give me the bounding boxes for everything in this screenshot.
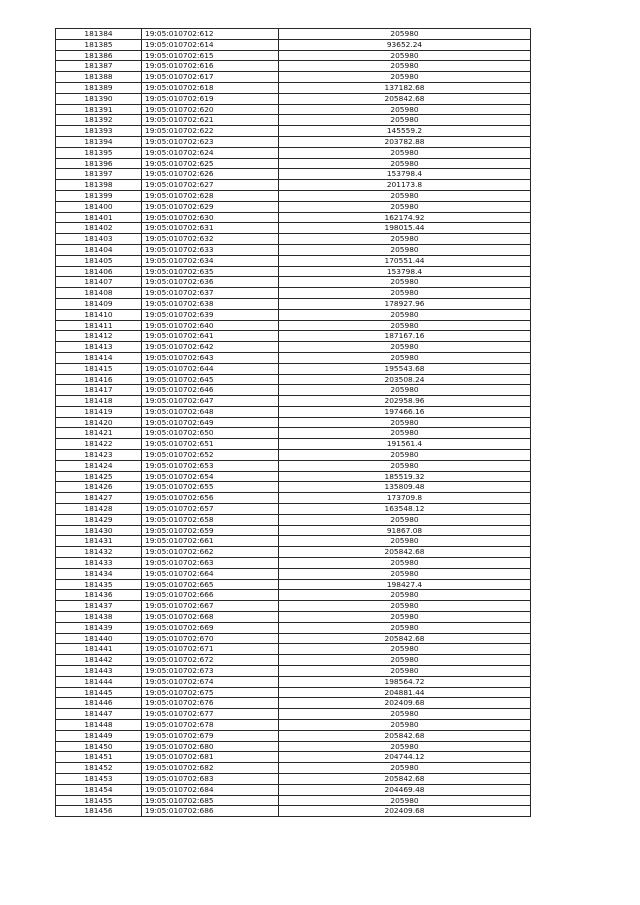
cadastral-number-cell: 19:05:010702:676 — [142, 698, 279, 709]
value-cell: 205980 — [279, 590, 531, 601]
table-row — [56, 50, 531, 61]
cadastral-number-cell: 19:05:010702:677 — [142, 709, 279, 720]
cadastral-number-cell: 19:05:010702:653 — [142, 460, 279, 471]
cadastral-number-cell: 19:05:010702:648 — [142, 406, 279, 417]
value-cell: 205980 — [279, 741, 531, 752]
row-number-cell: 181441 — [56, 644, 142, 655]
table-row — [56, 644, 531, 655]
table-row — [56, 590, 531, 601]
value-cell: 205980 — [279, 428, 531, 439]
value-cell: 205980 — [279, 147, 531, 158]
cadastral-number-cell: 19:05:010702:662 — [142, 547, 279, 558]
table-row — [56, 169, 531, 180]
value-cell: 205980 — [279, 644, 531, 655]
row-number-cell: 181414 — [56, 352, 142, 363]
table-row — [56, 514, 531, 525]
table-row — [56, 104, 531, 115]
cadastral-number-cell: 19:05:010702:649 — [142, 417, 279, 428]
table-row — [56, 147, 531, 158]
cadastral-number-cell: 19:05:010702:640 — [142, 320, 279, 331]
row-number-cell: 181425 — [56, 471, 142, 482]
cadastral-number-cell: 19:05:010702:631 — [142, 223, 279, 234]
cadastral-number-cell: 19:05:010702:616 — [142, 61, 279, 72]
table-row — [56, 676, 531, 687]
row-number-cell: 181411 — [56, 320, 142, 331]
value-cell: 205980 — [279, 115, 531, 126]
cadastral-number-cell: 19:05:010702:685 — [142, 795, 279, 806]
row-number-cell: 181412 — [56, 331, 142, 342]
row-number-cell: 181405 — [56, 255, 142, 266]
value-cell: 204881.44 — [279, 687, 531, 698]
table-row — [56, 212, 531, 223]
cadastral-number-cell: 19:05:010702:673 — [142, 666, 279, 677]
row-number-cell: 181429 — [56, 514, 142, 525]
table-row — [56, 741, 531, 752]
table-row — [56, 687, 531, 698]
row-number-cell: 181400 — [56, 201, 142, 212]
row-number-cell: 181448 — [56, 720, 142, 731]
table-row — [56, 763, 531, 774]
row-number-cell: 181407 — [56, 277, 142, 288]
cadastral-number-cell: 19:05:010702:627 — [142, 180, 279, 191]
table-row — [56, 579, 531, 590]
value-cell: 205980 — [279, 709, 531, 720]
value-cell: 203508.24 — [279, 374, 531, 385]
cadastral-number-cell: 19:05:010702:641 — [142, 331, 279, 342]
value-cell: 205980 — [279, 612, 531, 623]
value-cell: 205980 — [279, 277, 531, 288]
table-row — [56, 482, 531, 493]
cadastral-number-cell: 19:05:010702:681 — [142, 752, 279, 763]
cadastral-number-cell: 19:05:010702:639 — [142, 309, 279, 320]
cadastral-number-cell: 19:05:010702:621 — [142, 115, 279, 126]
row-number-cell: 181415 — [56, 363, 142, 374]
row-number-cell: 181442 — [56, 655, 142, 666]
table-row — [56, 136, 531, 147]
value-cell: 205980 — [279, 158, 531, 169]
value-cell: 205980 — [279, 450, 531, 461]
row-number-cell: 181427 — [56, 493, 142, 504]
value-cell: 205980 — [279, 655, 531, 666]
row-number-cell: 181422 — [56, 439, 142, 450]
cadastral-number-cell: 19:05:010702:659 — [142, 525, 279, 536]
value-cell: 205980 — [279, 190, 531, 201]
row-number-cell: 181449 — [56, 730, 142, 741]
table-row — [56, 601, 531, 612]
value-cell: 205980 — [279, 29, 531, 40]
row-number-cell: 181385 — [56, 39, 142, 50]
table-row — [56, 709, 531, 720]
row-number-cell: 181451 — [56, 752, 142, 763]
row-number-cell: 181396 — [56, 158, 142, 169]
table-row — [56, 784, 531, 795]
cadastral-number-cell: 19:05:010702:666 — [142, 590, 279, 601]
value-cell: 170551.44 — [279, 255, 531, 266]
value-cell: 205980 — [279, 342, 531, 353]
value-cell: 198015.44 — [279, 223, 531, 234]
cadastral-number-cell: 19:05:010702:617 — [142, 72, 279, 83]
value-cell: 205980 — [279, 417, 531, 428]
cadastral-number-cell: 19:05:010702:670 — [142, 633, 279, 644]
cadastral-number-cell: 19:05:010702:675 — [142, 687, 279, 698]
row-number-cell: 181439 — [56, 622, 142, 633]
value-cell: 205980 — [279, 72, 531, 83]
value-cell: 205980 — [279, 666, 531, 677]
table-row — [56, 795, 531, 806]
cadastral-number-cell: 19:05:010702:622 — [142, 126, 279, 137]
row-number-cell: 181419 — [56, 406, 142, 417]
cadastral-number-cell: 19:05:010702:664 — [142, 568, 279, 579]
cadastral-number-cell: 19:05:010702:623 — [142, 136, 279, 147]
table-row — [56, 223, 531, 234]
table-row — [56, 504, 531, 515]
row-number-cell: 181447 — [56, 709, 142, 720]
row-number-cell: 181410 — [56, 309, 142, 320]
cadastral-number-cell: 19:05:010702:678 — [142, 720, 279, 731]
value-cell: 205980 — [279, 568, 531, 579]
value-cell: 205980 — [279, 234, 531, 245]
value-cell: 153798.4 — [279, 169, 531, 180]
row-number-cell: 181432 — [56, 547, 142, 558]
table-row — [56, 622, 531, 633]
value-cell: 173709.8 — [279, 493, 531, 504]
value-cell: 93652.24 — [279, 39, 531, 50]
row-number-cell: 181417 — [56, 385, 142, 396]
value-cell: 205980 — [279, 385, 531, 396]
table-row — [56, 730, 531, 741]
table-row — [56, 180, 531, 191]
value-cell: 205980 — [279, 61, 531, 72]
cadastral-number-cell: 19:05:010702:634 — [142, 255, 279, 266]
table-row — [56, 126, 531, 137]
table-row — [56, 417, 531, 428]
row-number-cell: 181431 — [56, 536, 142, 547]
value-cell: 205980 — [279, 720, 531, 731]
row-number-cell: 181394 — [56, 136, 142, 147]
row-number-cell: 181435 — [56, 579, 142, 590]
row-number-cell: 181391 — [56, 104, 142, 115]
value-cell: 205980 — [279, 558, 531, 569]
cadastral-number-cell: 19:05:010702:644 — [142, 363, 279, 374]
table-row — [56, 61, 531, 72]
cadastral-number-cell: 19:05:010702:683 — [142, 773, 279, 784]
table-row — [56, 244, 531, 255]
value-cell: 205980 — [279, 536, 531, 547]
table-row — [56, 773, 531, 784]
table-row — [56, 190, 531, 201]
cadastral-number-cell: 19:05:010702:612 — [142, 29, 279, 40]
table-row — [56, 439, 531, 450]
table-row — [56, 385, 531, 396]
row-number-cell: 181387 — [56, 61, 142, 72]
table-row — [56, 288, 531, 299]
table-row — [56, 612, 531, 623]
cadastral-number-cell: 19:05:010702:679 — [142, 730, 279, 741]
table-row — [56, 666, 531, 677]
table-row — [56, 633, 531, 644]
table-row — [56, 331, 531, 342]
value-cell: 205980 — [279, 104, 531, 115]
row-number-cell: 181438 — [56, 612, 142, 623]
row-number-cell: 181440 — [56, 633, 142, 644]
table-row — [56, 309, 531, 320]
table-row — [56, 277, 531, 288]
table-row — [56, 363, 531, 374]
cadastral-number-cell: 19:05:010702:620 — [142, 104, 279, 115]
row-number-cell: 181397 — [56, 169, 142, 180]
table-row — [56, 82, 531, 93]
value-cell: 205980 — [279, 201, 531, 212]
table-row — [56, 428, 531, 439]
cadastral-number-cell: 19:05:010702:665 — [142, 579, 279, 590]
cadastral-number-cell: 19:05:010702:674 — [142, 676, 279, 687]
cadastral-number-cell: 19:05:010702:645 — [142, 374, 279, 385]
cadastral-number-cell: 19:05:010702:615 — [142, 50, 279, 61]
value-cell: 91867.08 — [279, 525, 531, 536]
row-number-cell: 181418 — [56, 396, 142, 407]
value-cell: 205980 — [279, 288, 531, 299]
value-cell: 205980 — [279, 352, 531, 363]
row-number-cell: 181388 — [56, 72, 142, 83]
value-cell: 178927.96 — [279, 298, 531, 309]
table-row — [56, 493, 531, 504]
value-cell: 153798.4 — [279, 266, 531, 277]
value-cell: 205980 — [279, 244, 531, 255]
row-number-cell: 181436 — [56, 590, 142, 601]
row-number-cell: 181413 — [56, 342, 142, 353]
table-row — [56, 655, 531, 666]
data-table — [55, 28, 531, 817]
value-cell: 204469.48 — [279, 784, 531, 795]
cadastral-number-cell: 19:05:010702:686 — [142, 806, 279, 817]
cadastral-number-cell: 19:05:010702:642 — [142, 342, 279, 353]
value-cell: 191561.4 — [279, 439, 531, 450]
row-number-cell: 181404 — [56, 244, 142, 255]
table-row — [56, 158, 531, 169]
table-row — [56, 255, 531, 266]
table-row — [56, 525, 531, 536]
table-row — [56, 201, 531, 212]
table-row — [56, 536, 531, 547]
row-number-cell: 181453 — [56, 773, 142, 784]
cadastral-number-cell: 19:05:010702:624 — [142, 147, 279, 158]
cadastral-number-cell: 19:05:010702:652 — [142, 450, 279, 461]
row-number-cell: 181402 — [56, 223, 142, 234]
table-row — [56, 234, 531, 245]
value-cell: 205842.68 — [279, 547, 531, 558]
value-cell: 201173.8 — [279, 180, 531, 191]
value-cell: 205980 — [279, 795, 531, 806]
row-number-cell: 181390 — [56, 93, 142, 104]
table-row — [56, 806, 531, 817]
table-body — [56, 29, 531, 817]
row-number-cell: 181399 — [56, 190, 142, 201]
table-row — [56, 547, 531, 558]
cadastral-number-cell: 19:05:010702:658 — [142, 514, 279, 525]
table-row — [56, 406, 531, 417]
cadastral-number-cell: 19:05:010702:663 — [142, 558, 279, 569]
value-cell: 205842.68 — [279, 93, 531, 104]
row-number-cell: 181409 — [56, 298, 142, 309]
row-number-cell: 181398 — [56, 180, 142, 191]
row-number-cell: 181420 — [56, 417, 142, 428]
row-number-cell: 181393 — [56, 126, 142, 137]
value-cell: 205842.68 — [279, 633, 531, 644]
cadastral-number-cell: 19:05:010702:647 — [142, 396, 279, 407]
cadastral-number-cell: 19:05:010702:657 — [142, 504, 279, 515]
value-cell: 205980 — [279, 460, 531, 471]
table-row — [56, 558, 531, 569]
value-cell: 205980 — [279, 514, 531, 525]
row-number-cell: 181392 — [56, 115, 142, 126]
cadastral-number-cell: 19:05:010702:655 — [142, 482, 279, 493]
cadastral-number-cell: 19:05:010702:668 — [142, 612, 279, 623]
cadastral-number-cell: 19:05:010702:637 — [142, 288, 279, 299]
row-number-cell: 181386 — [56, 50, 142, 61]
value-cell: 205980 — [279, 309, 531, 320]
cadastral-number-cell: 19:05:010702:614 — [142, 39, 279, 50]
value-cell: 202958.96 — [279, 396, 531, 407]
cadastral-number-cell: 19:05:010702:629 — [142, 201, 279, 212]
value-cell: 204744.12 — [279, 752, 531, 763]
row-number-cell: 181456 — [56, 806, 142, 817]
row-number-cell: 181421 — [56, 428, 142, 439]
table-row — [56, 374, 531, 385]
row-number-cell: 181437 — [56, 601, 142, 612]
cadastral-number-cell: 19:05:010702:626 — [142, 169, 279, 180]
row-number-cell: 181444 — [56, 676, 142, 687]
cadastral-number-cell: 19:05:010702:661 — [142, 536, 279, 547]
value-cell: 205980 — [279, 763, 531, 774]
value-cell: 205842.68 — [279, 773, 531, 784]
cadastral-number-cell: 19:05:010702:643 — [142, 352, 279, 363]
value-cell: 202409.68 — [279, 806, 531, 817]
value-cell: 137182.68 — [279, 82, 531, 93]
cadastral-number-cell: 19:05:010702:646 — [142, 385, 279, 396]
cadastral-number-cell: 19:05:010702:651 — [142, 439, 279, 450]
value-cell: 205980 — [279, 320, 531, 331]
table-row — [56, 396, 531, 407]
value-cell: 198564.72 — [279, 676, 531, 687]
value-cell: 205980 — [279, 50, 531, 61]
value-cell: 185519.32 — [279, 471, 531, 482]
table-row — [56, 320, 531, 331]
table-row — [56, 352, 531, 363]
row-number-cell: 181450 — [56, 741, 142, 752]
cadastral-number-cell: 19:05:010702:684 — [142, 784, 279, 795]
table-row — [56, 460, 531, 471]
row-number-cell: 181423 — [56, 450, 142, 461]
cadastral-number-cell: 19:05:010702:680 — [142, 741, 279, 752]
table-row — [56, 568, 531, 579]
row-number-cell: 181455 — [56, 795, 142, 806]
table-row — [56, 115, 531, 126]
cadastral-number-cell: 19:05:010702:633 — [142, 244, 279, 255]
value-cell: 205842.68 — [279, 730, 531, 741]
row-number-cell: 181424 — [56, 460, 142, 471]
cadastral-number-cell: 19:05:010702:628 — [142, 190, 279, 201]
table-row — [56, 39, 531, 50]
table-row — [56, 72, 531, 83]
row-number-cell: 181430 — [56, 525, 142, 536]
row-number-cell: 181434 — [56, 568, 142, 579]
value-cell: 198427.4 — [279, 579, 531, 590]
value-cell: 205980 — [279, 601, 531, 612]
cadastral-number-cell: 19:05:010702:671 — [142, 644, 279, 655]
row-number-cell: 181416 — [56, 374, 142, 385]
cadastral-number-cell: 19:05:010702:682 — [142, 763, 279, 774]
table-row — [56, 752, 531, 763]
value-cell: 187167.16 — [279, 331, 531, 342]
value-cell: 205980 — [279, 622, 531, 633]
cadastral-number-cell: 19:05:010702:638 — [142, 298, 279, 309]
cadastral-number-cell: 19:05:010702:654 — [142, 471, 279, 482]
table-row — [56, 93, 531, 104]
cadastral-number-cell: 19:05:010702:669 — [142, 622, 279, 633]
value-cell: 195543.68 — [279, 363, 531, 374]
cadastral-number-cell: 19:05:010702:618 — [142, 82, 279, 93]
table-row — [56, 698, 531, 709]
value-cell: 163548.12 — [279, 504, 531, 515]
row-number-cell: 181406 — [56, 266, 142, 277]
cadastral-number-cell: 19:05:010702:636 — [142, 277, 279, 288]
cadastral-number-cell: 19:05:010702:619 — [142, 93, 279, 104]
cadastral-number-cell: 19:05:010702:635 — [142, 266, 279, 277]
row-number-cell: 181428 — [56, 504, 142, 515]
table-row — [56, 29, 531, 40]
value-cell: 202409.68 — [279, 698, 531, 709]
row-number-cell: 181403 — [56, 234, 142, 245]
row-number-cell: 181433 — [56, 558, 142, 569]
row-number-cell: 181454 — [56, 784, 142, 795]
value-cell: 197466.16 — [279, 406, 531, 417]
cadastral-number-cell: 19:05:010702:630 — [142, 212, 279, 223]
row-number-cell: 181384 — [56, 29, 142, 40]
row-number-cell: 181408 — [56, 288, 142, 299]
cadastral-number-cell: 19:05:010702:650 — [142, 428, 279, 439]
row-number-cell: 181389 — [56, 82, 142, 93]
table-row — [56, 342, 531, 353]
table-row — [56, 298, 531, 309]
table-row — [56, 450, 531, 461]
row-number-cell: 181446 — [56, 698, 142, 709]
row-number-cell: 181395 — [56, 147, 142, 158]
table-row — [56, 266, 531, 277]
cadastral-number-cell: 19:05:010702:632 — [142, 234, 279, 245]
row-number-cell: 181443 — [56, 666, 142, 677]
row-number-cell: 181426 — [56, 482, 142, 493]
table-row — [56, 720, 531, 731]
value-cell: 135809.48 — [279, 482, 531, 493]
cadastral-number-cell: 19:05:010702:625 — [142, 158, 279, 169]
row-number-cell: 181445 — [56, 687, 142, 698]
cadastral-number-cell: 19:05:010702:667 — [142, 601, 279, 612]
cadastral-number-cell: 19:05:010702:656 — [142, 493, 279, 504]
row-number-cell: 181401 — [56, 212, 142, 223]
cadastral-number-cell: 19:05:010702:672 — [142, 655, 279, 666]
value-cell: 162174.92 — [279, 212, 531, 223]
value-cell: 203782.88 — [279, 136, 531, 147]
row-number-cell: 181452 — [56, 763, 142, 774]
value-cell: 145559.2 — [279, 126, 531, 137]
table-row — [56, 471, 531, 482]
